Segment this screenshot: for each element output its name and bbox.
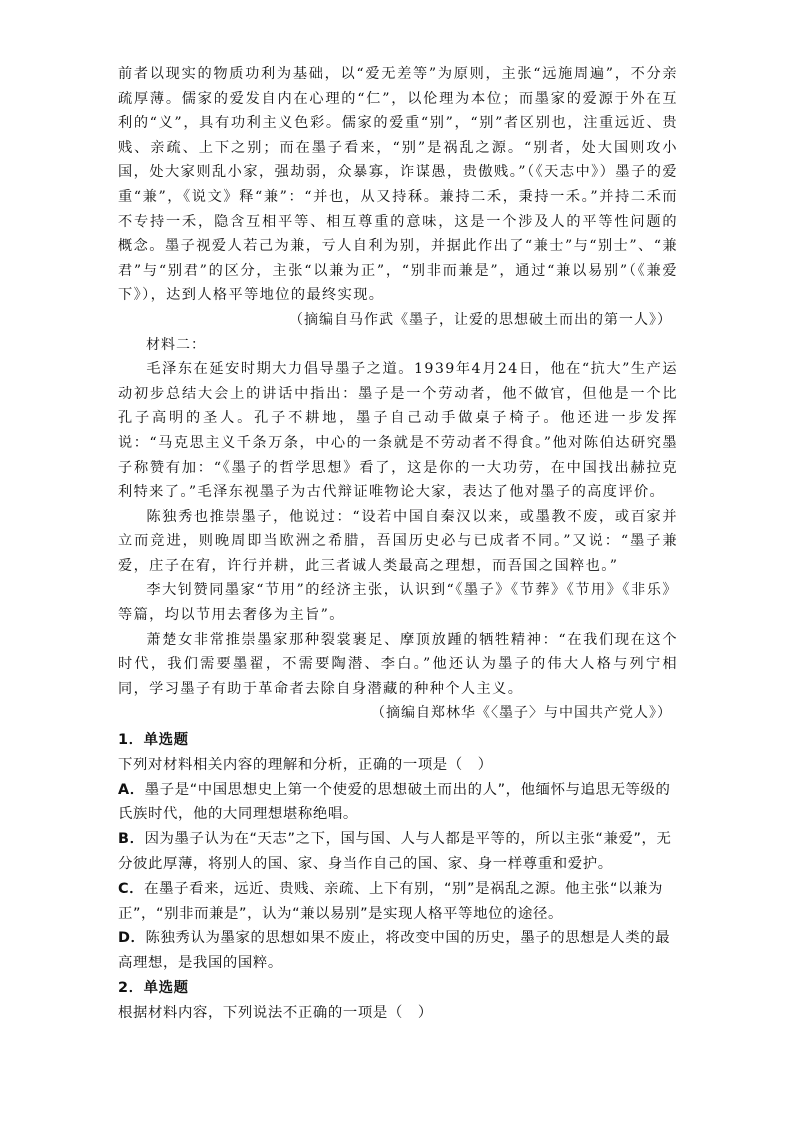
option-letter: A． — [118, 781, 145, 798]
option-letter: C． — [118, 880, 145, 897]
material1-body: 前者以现实的物质功利为基础，以“爱无差等”为原则，主张“远施周遍”，不分亲疏厚薄。儒家的爱发自内在心理的“仁”，以伦理为本位；而墨家的爱源于外在互利的“义”，具有功利主义色彩。儒家的爱重“别”，“别”者区别也，注重远近、贵贱、亲疏、上下之别；而在墨子看来，“别”是祸乱之源。“别者，处大国则攻小国，处大家则乱小家，强劫弱，众暴寡，诈谋愚，贵傲贱。”（《天志中》）墨子的爱重“兼”，《说文》释“兼”：“并也，从又持秝。兼持二禾，秉持一禾。”并持二禾而不专持一禾，隐含互相平等、相互尊重的意味，这是一个涉及人的平等性问题的概念。墨子视爱人若己为兼，亏人自利为别，并据此作出了“兼士”与“别士”、“兼君”与“别君”的区分，主张“以兼为正”，“别非而兼是”，通过“兼以易别”（《兼爱下》），达到人格平等地位的最终实现。 — [118, 66, 678, 304]
material2-paragraph: 萧楚女非常推崇墨家那种裂裳裹足、摩顶放踵的牺牲精神：“在我们现在这个时代，我们需要墨翟，不需要陶潜、李白。”他还认为墨子的伟大人格与列宁相同，学习墨子有助于革命者去除自身潜藏的种种个人主义。 — [118, 631, 678, 697]
material1-source: （摘编自马作武《墨子，让爱的思想破土而出的第一人》） — [289, 311, 672, 328]
option-text: 墨子是“中国思想史上第一个使爱的思想破土而出的人”，他缅怀与追思无等级的氏族时代，他的大同理想堪称绝唱。 — [118, 781, 671, 823]
document-page — [118, 62, 678, 1026]
option-letter: B． — [118, 831, 145, 848]
option-text: 在墨子看来，远近、贵贱、亲疏、上下有别，“别”是祸乱之源。他主张“以兼为正”，“别非而兼是”，认为“兼以易别”是实现人格平等地位的途径。 — [118, 880, 664, 922]
material2-paragraph: 毛泽东在延安时期大力倡导墨子之道。1939年4月24日，他在“抗大”生产运动初步总结大会上的讲话中指出：墨子是一个劳动者，他不做官，但他是一个比孔子高明的圣人。孔子不耕地，墨子自己动手做桌子椅子。他还进一步发挥说：“马克思主义千条万条，中心的一条就是不劳动者不得食。”他对陈伯达研究墨子称赞有加：“《墨子的哲学思想》看了，这是你的一大功劳，在中国找出赫拉克利特来了。”毛泽东视墨子为古代辩证唯物论大家，表达了他对墨子的高度评价。 — [118, 361, 678, 501]
material2-paragraph: 陈独秀也推崇墨子，他说过：“设若中国自秦汉以来，或墨教不废，或百家并立而竞进，则晚周即当欧洲之希腊，吾国历史必与已成者不同。”又说：“墨子兼爱，庄子在宥，许行并耕，此三者诚人类最高之理想，而吾国之国粹也。” — [118, 508, 678, 574]
option-letter: D． — [118, 930, 146, 947]
material2-source: （摘编自郑林华《〈墨子〉与中国共产党人》） — [371, 705, 672, 722]
question-1 — [118, 728, 678, 976]
question-2 — [118, 976, 678, 1026]
question-header: 1．单选题 — [118, 732, 189, 749]
option-a[interactable] — [118, 778, 678, 828]
option-d[interactable] — [118, 926, 678, 976]
question-stem: 根据材料内容，下列说法不正确的一项是（ ） — [118, 1004, 433, 1021]
option-text: 因为墨子认为在“天志”之下，国与国、人与人都是平等的，所以主张“兼爱”，无分彼此厚薄，将别人的国、家、身当作自己的国、家、身一样尊重和爱护。 — [118, 831, 672, 873]
option-c[interactable] — [118, 877, 678, 927]
question-stem: 下列对材料相关内容的理解和分析，正确的一项是（ ） — [118, 756, 493, 773]
option-text: 陈独秀认为墨家的思想如果不废止，将改变中国的历史，墨子的思想是人类的最高理想，是我国的国粹。 — [118, 930, 671, 972]
material2-paragraph: 李大钊赞同墨家“节用”的经济主张，认识到“《墨子》《节葬》《节用》《非乐》等篇，均以节用去奢侈为主旨”。 — [118, 582, 678, 624]
material2-heading: 材料二： — [146, 336, 206, 353]
option-b[interactable] — [118, 827, 678, 877]
question-header: 2．单选题 — [118, 980, 189, 996]
